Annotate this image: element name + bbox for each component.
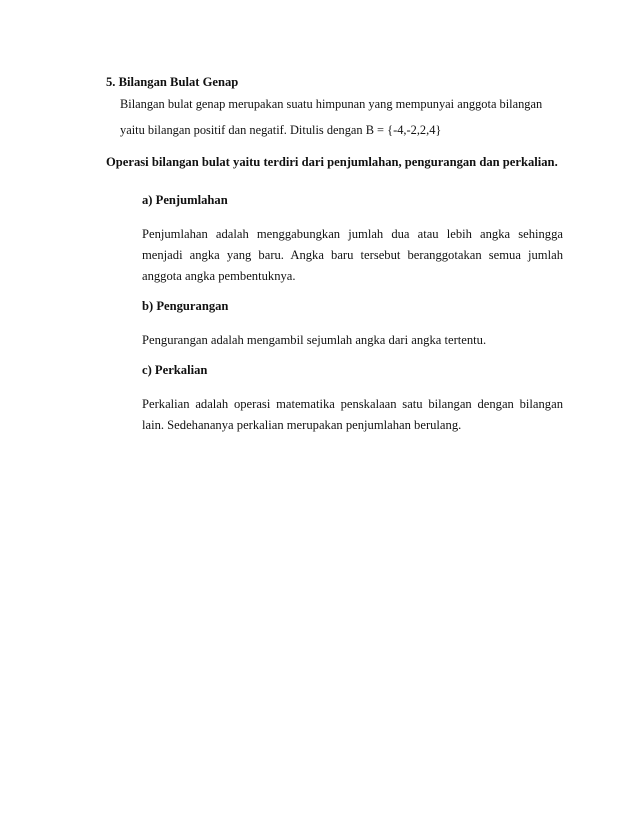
pengurangan-line-1: Pengurangan adalah mengambil sejumlah angka dari angka tertentu. bbox=[142, 333, 487, 347]
pengurangan-title: b) Pengurangan bbox=[142, 299, 229, 313]
penjumlahan-paragraph bbox=[142, 224, 563, 287]
penjumlahan-line-2: menjadi angka yang baru. Angka baru tersebut beranggotakan semua jumlah bbox=[142, 248, 563, 262]
section-5-line-1: Bilangan bulat genap merupakan suatu himpunan yang mempunyai anggota bilangan bbox=[120, 97, 543, 111]
penjumlahan-line-3: anggota angka pembentuknya. bbox=[142, 269, 296, 283]
operasi-heading: Operasi bilangan bulat yaitu terdiri dari penjumlahan, pengurangan dan perkalian. bbox=[106, 155, 558, 169]
perkalian-line-1: Perkalian adalah operasi matematika penskalaan satu bilangan dengan bilangan bbox=[142, 397, 563, 411]
penjumlahan-title: a) Penjumlahan bbox=[142, 193, 228, 207]
perkalian-line-2: lain. Sedehananya perkalian merupakan penjumlahan berulang. bbox=[142, 418, 462, 432]
perkalian-title: c) Perkalian bbox=[142, 363, 208, 377]
section-5-title: 5. Bilangan Bulat Genap bbox=[106, 75, 239, 89]
penjumlahan-line-1: Penjumlahan adalah menggabungkan jumlah dua atau lebih angka sehingga bbox=[142, 227, 563, 241]
section-5-line-2: yaitu bilangan positif dan negatif. Ditulis dengan B = {-4,-2,2,4} bbox=[120, 123, 442, 137]
perkalian-paragraph bbox=[142, 394, 563, 436]
pengurangan-paragraph bbox=[142, 330, 563, 351]
